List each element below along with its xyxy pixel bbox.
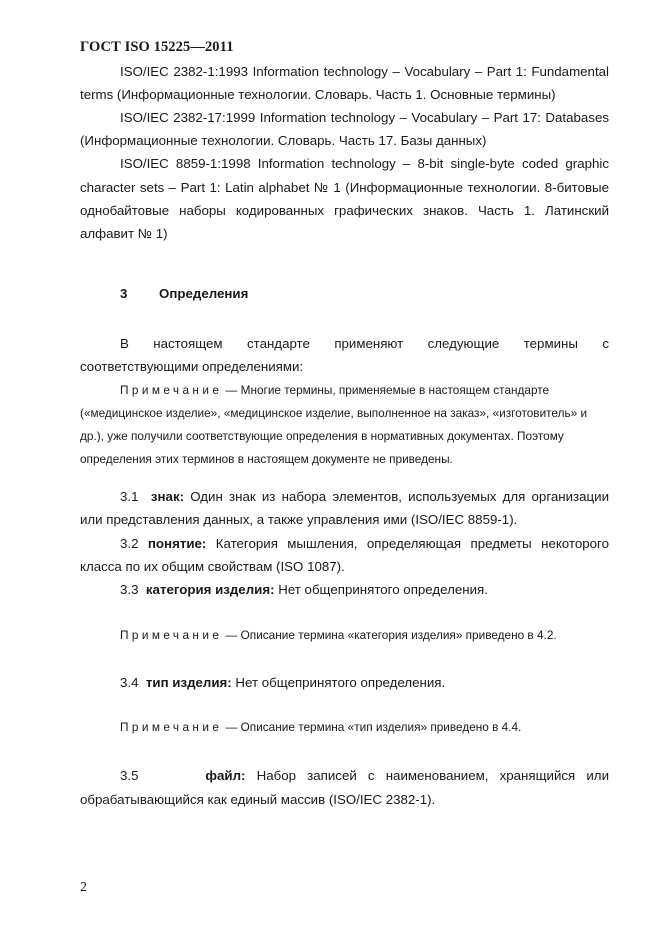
document-header: ГОСТ ISO 15225—2011	[80, 39, 234, 55]
reference-iso-8859-1-line2: character sets – Part 1: Latin alphabet № 1 (Информационные технологии. 8-битовые	[80, 180, 609, 195]
term-fayl: файл:	[205, 768, 246, 783]
note-main-line3: др.), уже получили соответствующие определения в нормативных документах. Поэтому	[80, 429, 564, 443]
note-3-4: Примечание — Описание термина «тип изделия» приведено в 4.4.	[120, 720, 522, 734]
note-main-line4: определения этих терминов в настоящем документе не приведены.	[80, 452, 453, 466]
section-number: 3	[120, 286, 128, 301]
reference-iso-8859-1: ISO/IEC 8859-1:1998 Information technology – 8-bit single-byte coded graphic	[120, 156, 609, 171]
definition-3-2-cont: класса по их общим свойствам (ISO 1087).	[80, 559, 345, 574]
note-main-line2: («медицинское изделие», «медицинское изделие, выполненное на заказ», «изготовитель» и	[80, 406, 588, 420]
note-3-3: Примечание — Описание термина «категория изделия» приведено в 4.2.	[120, 628, 557, 642]
term-kategoriya-izdeliya: категория изделия:	[145, 582, 275, 597]
section-title: Определения	[159, 286, 249, 301]
reference-iso-2382-17-cont: (Информационные технологии. Словарь. Часть 17. Базы данных)	[80, 133, 487, 148]
definition-3-2: 3.2 понятие: Категория мышления, определяющая предметы некоторого	[120, 536, 609, 551]
intro-paragraph-cont: соответствующими определениями:	[80, 359, 304, 374]
reference-iso-2382-17: ISO/IEC 2382-17:1999 Information technology – Vocabulary – Part 17: Databases	[120, 110, 609, 125]
definition-3-5-cont: обрабатывающийся как единый массив (ISO/IEC 2382-1).	[80, 792, 436, 807]
definition-3-3: 3.3 категория изделия: Нет общепринятого определения.	[120, 582, 488, 597]
note-main: Примечание — Многие термины, применяемые в настоящем стандарте	[120, 383, 550, 397]
page-number: 2	[80, 880, 87, 895]
note-label: Примечание	[120, 383, 223, 397]
definition-3-4: 3.4 тип изделия: Нет общепринятого определения.	[120, 675, 446, 690]
definition-3-5: 3.5 файл: Набор записей с наименованием, хранящийся или	[120, 768, 609, 783]
reference-iso-8859-1-line3: однобайтовые наборы кодированных графических знаков. Часть 1. Латинский	[80, 203, 609, 218]
definition-3-1: 3.1 знак: Один знак из набора элементов, используемых для организации	[120, 489, 609, 504]
reference-iso-2382-1-cont: terms (Информационные технологии. Словарь. Часть 1. Основные термины)	[80, 87, 556, 102]
reference-iso-8859-1-line4: алфавит № 1)	[80, 226, 168, 241]
term-tip-izdeliya: тип изделия:	[145, 675, 232, 690]
definition-3-1-cont: или представления данных, а также управления ими (ISO/IEC 8859-1).	[80, 512, 518, 527]
section-heading	[120, 282, 248, 305]
term-znak: знак:	[150, 489, 185, 504]
term-ponyatie: понятие:	[147, 536, 207, 551]
intro-paragraph: В настоящем стандарте применяют следующие термины с	[120, 336, 609, 351]
reference-iso-2382-1: ISO/IEC 2382-1:1993 Information technology – Vocabulary – Part 1: Fundamental	[120, 64, 609, 79]
